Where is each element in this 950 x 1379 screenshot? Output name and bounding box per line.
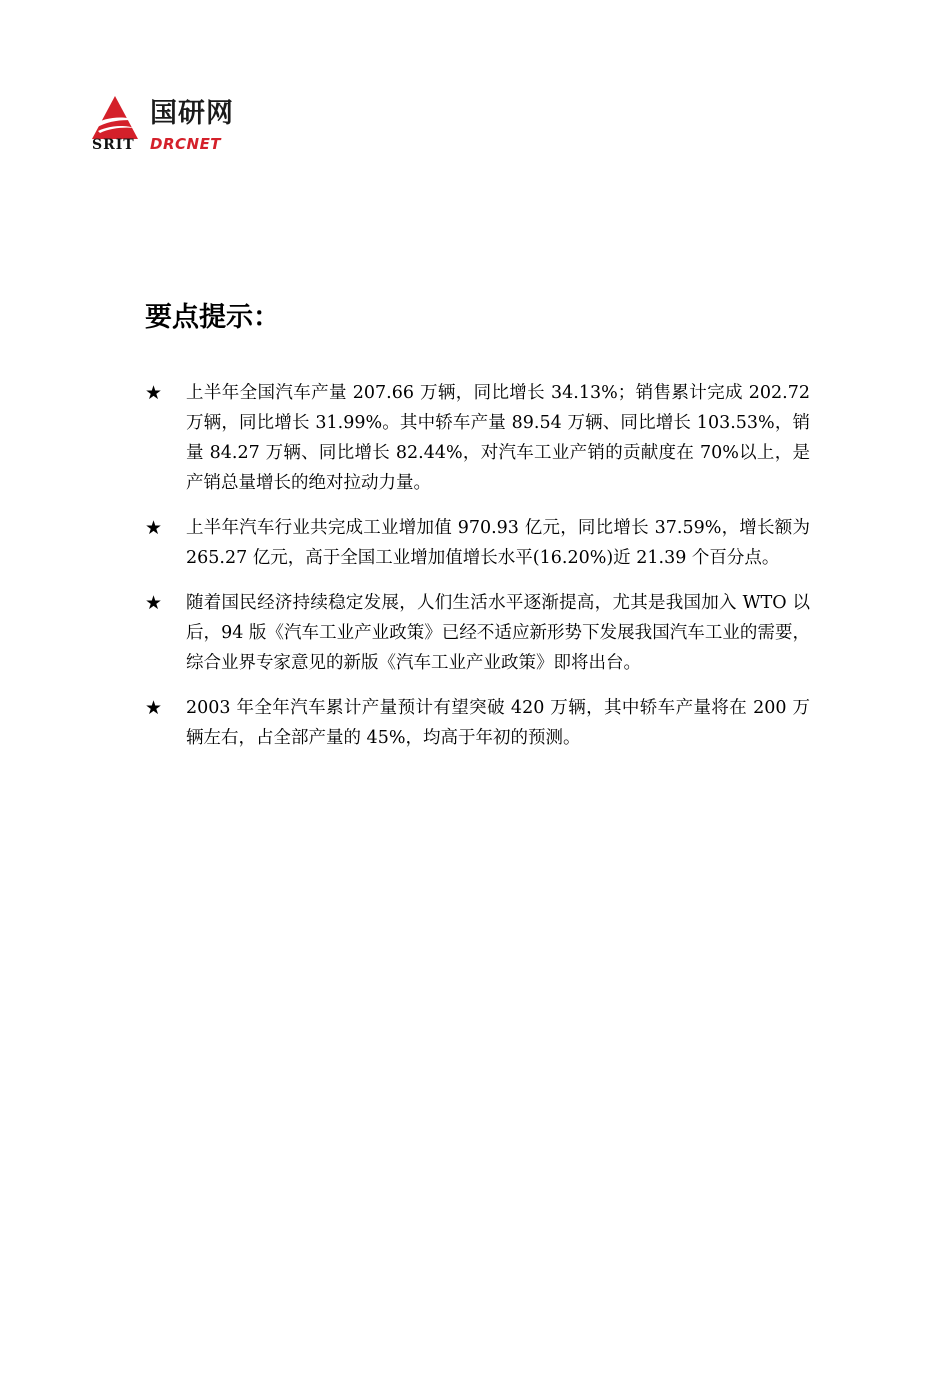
key-point-2 — [145, 513, 810, 573]
key-point-text: 2003 年全年汽车累计产量预计有望突破 420 万辆，其中轿车产量将在 200 万辆左右，占全部产量的 45%，均高于年初的预测。 — [186, 698, 810, 748]
logo-cn-name: 国研网 — [150, 98, 234, 129]
page-heading: 要点提示： — [145, 302, 280, 333]
key-point-3 — [145, 588, 810, 678]
black-star-icon: ★ — [145, 592, 163, 614]
key-point-text: 上半年汽车行业共完成工业增加值 970.93 亿元，同比增长 37.59%，增长额为 265.27 亿元，高于全国工业增加值增长水平(16.20%)近 21.39 个百分点。 — [186, 518, 810, 568]
logo-srit-text: SRIT — [92, 137, 135, 153]
key-points-list — [145, 378, 810, 768]
key-point-text: 上半年全国汽车产量 207.66 万辆，同比增长 34.13%；销售累计完成 202.72 万辆，同比增长 31.99%。其中轿车产量 89.54 万辆、同比增长 103.53%，销量 84.27 万辆、同比增长 82.44%，对汽车工业产销的贡献度在 70%以上，是产销总量增长的绝对拉动力量。 — [186, 383, 810, 493]
key-point-1 — [145, 378, 810, 498]
key-point-text: 随着国民经济持续稳定发展，人们生活水平逐渐提高，尤其是我国加入 WTO 以后，94 版《汽车工业产业政策》已经不适应新形势下发展我国汽车工业的需要，综合业界专家意见的新版《汽车工业产业政策》即将出台。 — [186, 593, 810, 673]
logo — [90, 95, 260, 157]
black-star-icon: ★ — [145, 517, 163, 539]
black-star-icon: ★ — [145, 382, 163, 404]
black-star-icon: ★ — [145, 697, 163, 719]
key-point-4 — [145, 693, 810, 753]
logo-drcnet-text: DRCNET — [150, 135, 222, 153]
srit-triangle-logo-icon — [90, 95, 140, 141]
